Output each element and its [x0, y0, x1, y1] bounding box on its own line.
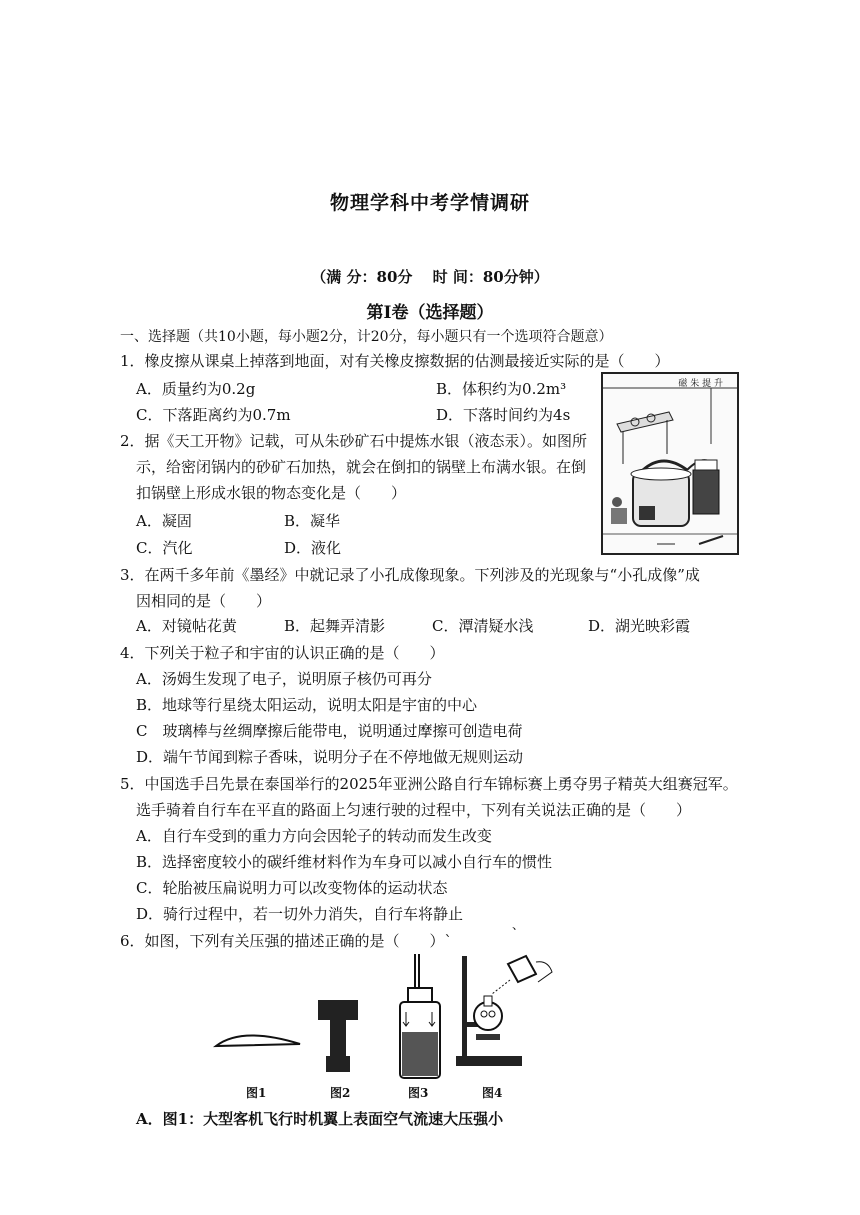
q2-option-a: A．凝固 — [136, 512, 192, 530]
q1-stem: 1．橡皮擦从课桌上掉落到地面，对有关橡皮擦数据的估测最接近实际的是（ ） — [120, 352, 670, 370]
q5-line-2: 选手骑着自行车在平直的路面上匀速行驶的过程中，下列有关说法正确的是（ ） — [136, 801, 692, 819]
q2-option-b: B．凝华 — [284, 512, 341, 530]
q1-option-b: B．体积约为0.2m³ — [436, 380, 567, 398]
fig4-flask-stand-drawing — [452, 952, 556, 1072]
q6-stem: 6．如图，下列有关压强的描述正确的是（ ）` — [120, 932, 453, 950]
fig1-caption: 图1 — [246, 1086, 267, 1100]
volume-heading: 第Ⅰ卷（选择题） — [366, 303, 494, 323]
q3-option-d: D．湖光映彩霞 — [588, 617, 691, 635]
woodcut-drawing — [603, 374, 737, 553]
q5-option-c: C．轮胎被压扁说明力可以改变物体的运动状态 — [136, 879, 448, 897]
stray-mark: 、 — [512, 918, 525, 932]
fig3-bottle-drawing — [396, 952, 444, 1080]
illustration-caption: 磁 朱 提 升 — [678, 379, 723, 389]
q2-option-d: D．液化 — [284, 539, 342, 557]
q1-option-a: A．质量约为0.2g — [136, 380, 256, 398]
exam-title: 物理学科中考学情调研 — [329, 192, 530, 214]
q4-stem: 4．下列关于粒子和宇宙的认识正确的是（ ） — [120, 644, 445, 662]
fig4-caption: 图4 — [482, 1086, 503, 1100]
fig1-airfoil-drawing — [212, 1024, 304, 1054]
q3-option-c: C．潭清疑水浅 — [432, 617, 534, 635]
q1-option-d: D．下落时间约为4s — [436, 406, 571, 424]
exam-meta: （满 分：80分 时 间：80分钟） — [311, 268, 549, 286]
q4-option-d: D．端午节闻到粽子香味，说明分子在不停地做无规则运动 — [136, 748, 524, 766]
q2-option-c: C．汽化 — [136, 539, 193, 557]
mercury-distillation-illustration — [601, 372, 739, 555]
q2-line-3: 扣锅壁上形成水银的物态变化是（ ） — [136, 484, 407, 502]
q5-option-b: B．选择密度较小的碳纤维材料作为车身可以减小自行车的惯性 — [136, 853, 553, 871]
fig2-hammer-drawing — [316, 998, 360, 1074]
q2-line-1: 2．据《天工开物》记载，可从朱砂矿石中提炼水银（液态汞）。如图所 — [120, 432, 588, 450]
fig3-caption: 图3 — [408, 1086, 429, 1100]
fig2-caption: 图2 — [330, 1086, 351, 1100]
q1-option-c: C．下落距离约为0.7m — [136, 406, 291, 424]
q6-option-a: A．图1：大型客机飞行时机翼上表面空气流速大压强小 — [136, 1110, 504, 1128]
q3-line-1: 3．在两千多年前《墨经》中就记录了小孔成像现象。下列涉及的光现象与“小孔成像”成 — [120, 566, 700, 584]
q4-option-c: C 玻璃棒与丝绸摩擦后能带电，说明通过摩擦可创造电荷 — [136, 722, 523, 740]
q4-option-b: B．地球等行星绕太阳运动，说明太阳是宇宙的中心 — [136, 696, 478, 714]
q5-option-d: D．骑行过程中，若一切外力消失，自行车将静止 — [136, 905, 464, 923]
q2-line-2: 示，给密闭锅内的砂矿石加热，就会在倒扣的锅壁上布满水银。在倒 — [136, 458, 587, 476]
q5-option-a: A．自行车受到的重力方向会因轮子的转动而发生改变 — [136, 827, 492, 845]
q3-option-b: B．起舞弄清影 — [284, 617, 386, 635]
q3-line-2: 因相同的是（ ） — [136, 592, 272, 610]
q5-line-1: 5．中国选手吕先景在泰国举行的2025年亚洲公路自行车锦标赛上勇夺男子精英大组赛冠军。 — [120, 775, 738, 793]
q3-option-a: A．对镜帖花黄 — [136, 617, 237, 635]
q4-option-a: A．汤姆生发现了电子，说明原子核仍可再分 — [136, 670, 432, 688]
section-heading: 一、选择题（共10小题，每小题2分，计20分，每小题只有一个选项符合题意） — [120, 329, 613, 345]
